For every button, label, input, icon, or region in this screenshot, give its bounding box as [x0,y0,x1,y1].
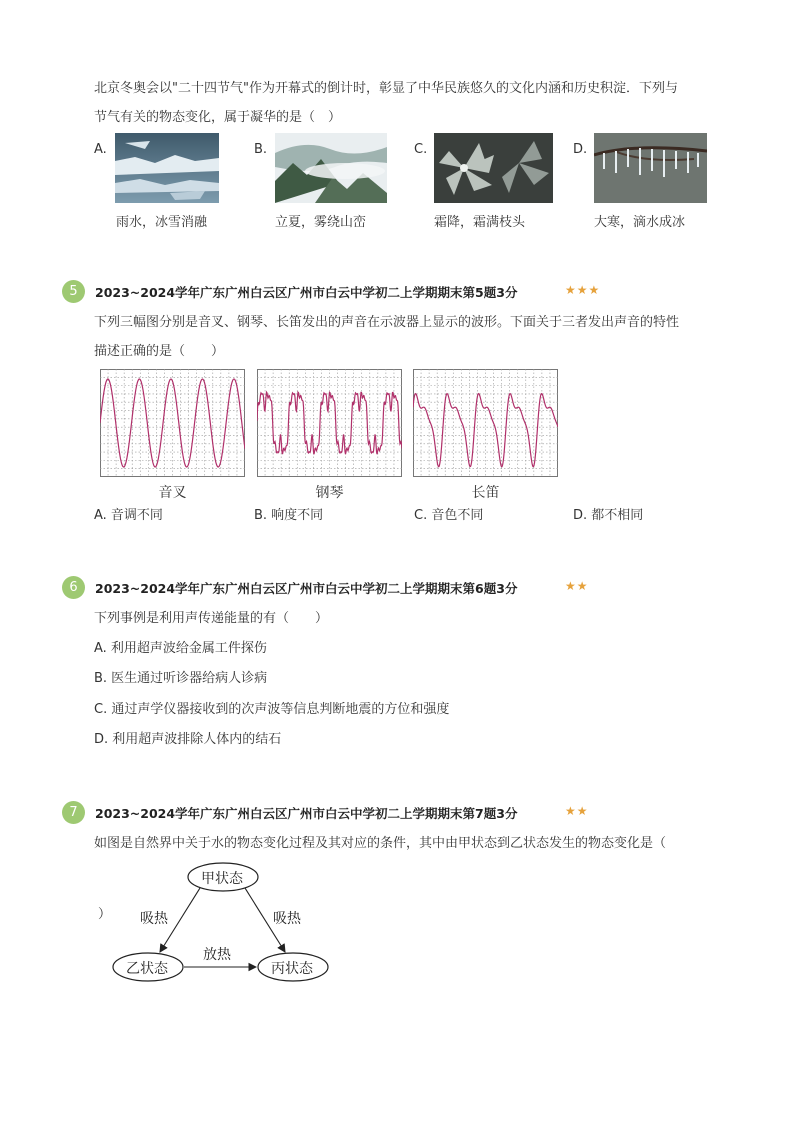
q4-option-b-letter[interactable]: B. [254,142,268,157]
tuning-fork-label: 音叉 [158,485,187,501]
b-to-c-condition: 放热 [203,947,231,963]
q5-difficulty-stars: ★★★ [565,283,601,297]
q7-header [62,801,742,825]
q7-source: 2023~2024学年广东广州白云区广州市白云中学初二上学期期末第7题3分 [95,806,518,821]
q4-option-b-image [275,133,387,203]
q6-option-c[interactable]: C. 通过声学仪器接收到的次声波等信息判断地震的方位和强度 [94,702,450,717]
q4-stem-line1: 北京冬奥会以"二十四节气"作为开幕式的倒计时，彰显了中华民族悠久的文化内涵和历史积淀．下列与 [94,81,678,96]
piano-waveform [257,369,402,477]
a-to-b-condition: 吸热 [140,911,168,927]
q7-number-badge: 7 [62,801,85,824]
q7-stem-line1: 如图是自然界中关于水的物态变化过程及其对应的条件，其中由甲状态到乙状态发生的物态变化是（ [94,836,667,851]
q7-difficulty-stars: ★★ [565,804,589,818]
state-b-label: 乙状态 [126,961,168,977]
q6-option-d[interactable]: D. 利用超声波排除人体内的结石 [94,732,282,747]
q4-option-a-caption: 雨水，冰雪消融 [116,215,208,230]
piano-label: 钢琴 [315,485,344,501]
q5-source: 2023~2024学年广东广州白云区广州市白云中学初二上学期期末第5题3分 [95,285,518,300]
q5-option-a[interactable]: A. 音调不同 [94,508,163,523]
q4-option-a-image [115,133,219,203]
q4-option-d-letter[interactable]: D. [573,142,588,157]
q5-stem-line1: 下列三幅图分别是音叉、钢琴、长笛发出的声音在示波器上显示的波形。下面关于三者发出声音的特性 [94,315,680,330]
q6-option-b[interactable]: B. 医生通过听诊器给病人诊病 [94,671,268,686]
q4-option-d-image [594,133,707,203]
q4-option-a-letter[interactable]: A. [94,142,107,157]
q6-difficulty-stars: ★★ [565,579,589,593]
q6-option-a[interactable]: A. 利用超声波给金属工件探伤 [94,641,267,656]
q6-source: 2023~2024学年广东广州白云区广州市白云中学初二上学期期末第6题3分 [95,581,518,596]
q4-option-d-caption: 大寒，滴水成冰 [594,215,686,230]
q5-option-b[interactable]: B. 响度不同 [254,508,324,523]
q4-option-b-caption: 立夏，雾绕山峦 [275,215,367,230]
tuning-fork-waveform [100,369,245,477]
q4-option-c-letter[interactable]: C. [414,142,428,157]
q5-stem-line2: 描述正确的是（ ） [94,344,225,359]
flute-waveform [413,369,558,477]
state-c-label: 丙状态 [271,961,313,977]
q6-stem: 下列事例是利用声传递能量的有（ ） [94,611,329,626]
q5-number-badge: 5 [62,280,85,303]
a-to-c-condition: 吸热 [273,911,301,927]
q7-stem-line2: ） [98,907,112,922]
flute-label: 长笛 [471,485,500,501]
q4-stem-line2: 节气有关的物态变化，属于凝华的是（ ） [94,110,342,125]
q5-option-d[interactable]: D. 都不相同 [573,508,644,523]
q5-option-c[interactable]: C. 音色不同 [414,508,484,523]
q6-header [62,576,742,600]
state-a-label: 甲状态 [201,871,243,887]
q6-number-badge: 6 [62,576,85,599]
q4-option-c-caption: 霜降，霜满枝头 [434,215,526,230]
q5-header [62,280,742,304]
q4-option-c-image [434,133,553,203]
